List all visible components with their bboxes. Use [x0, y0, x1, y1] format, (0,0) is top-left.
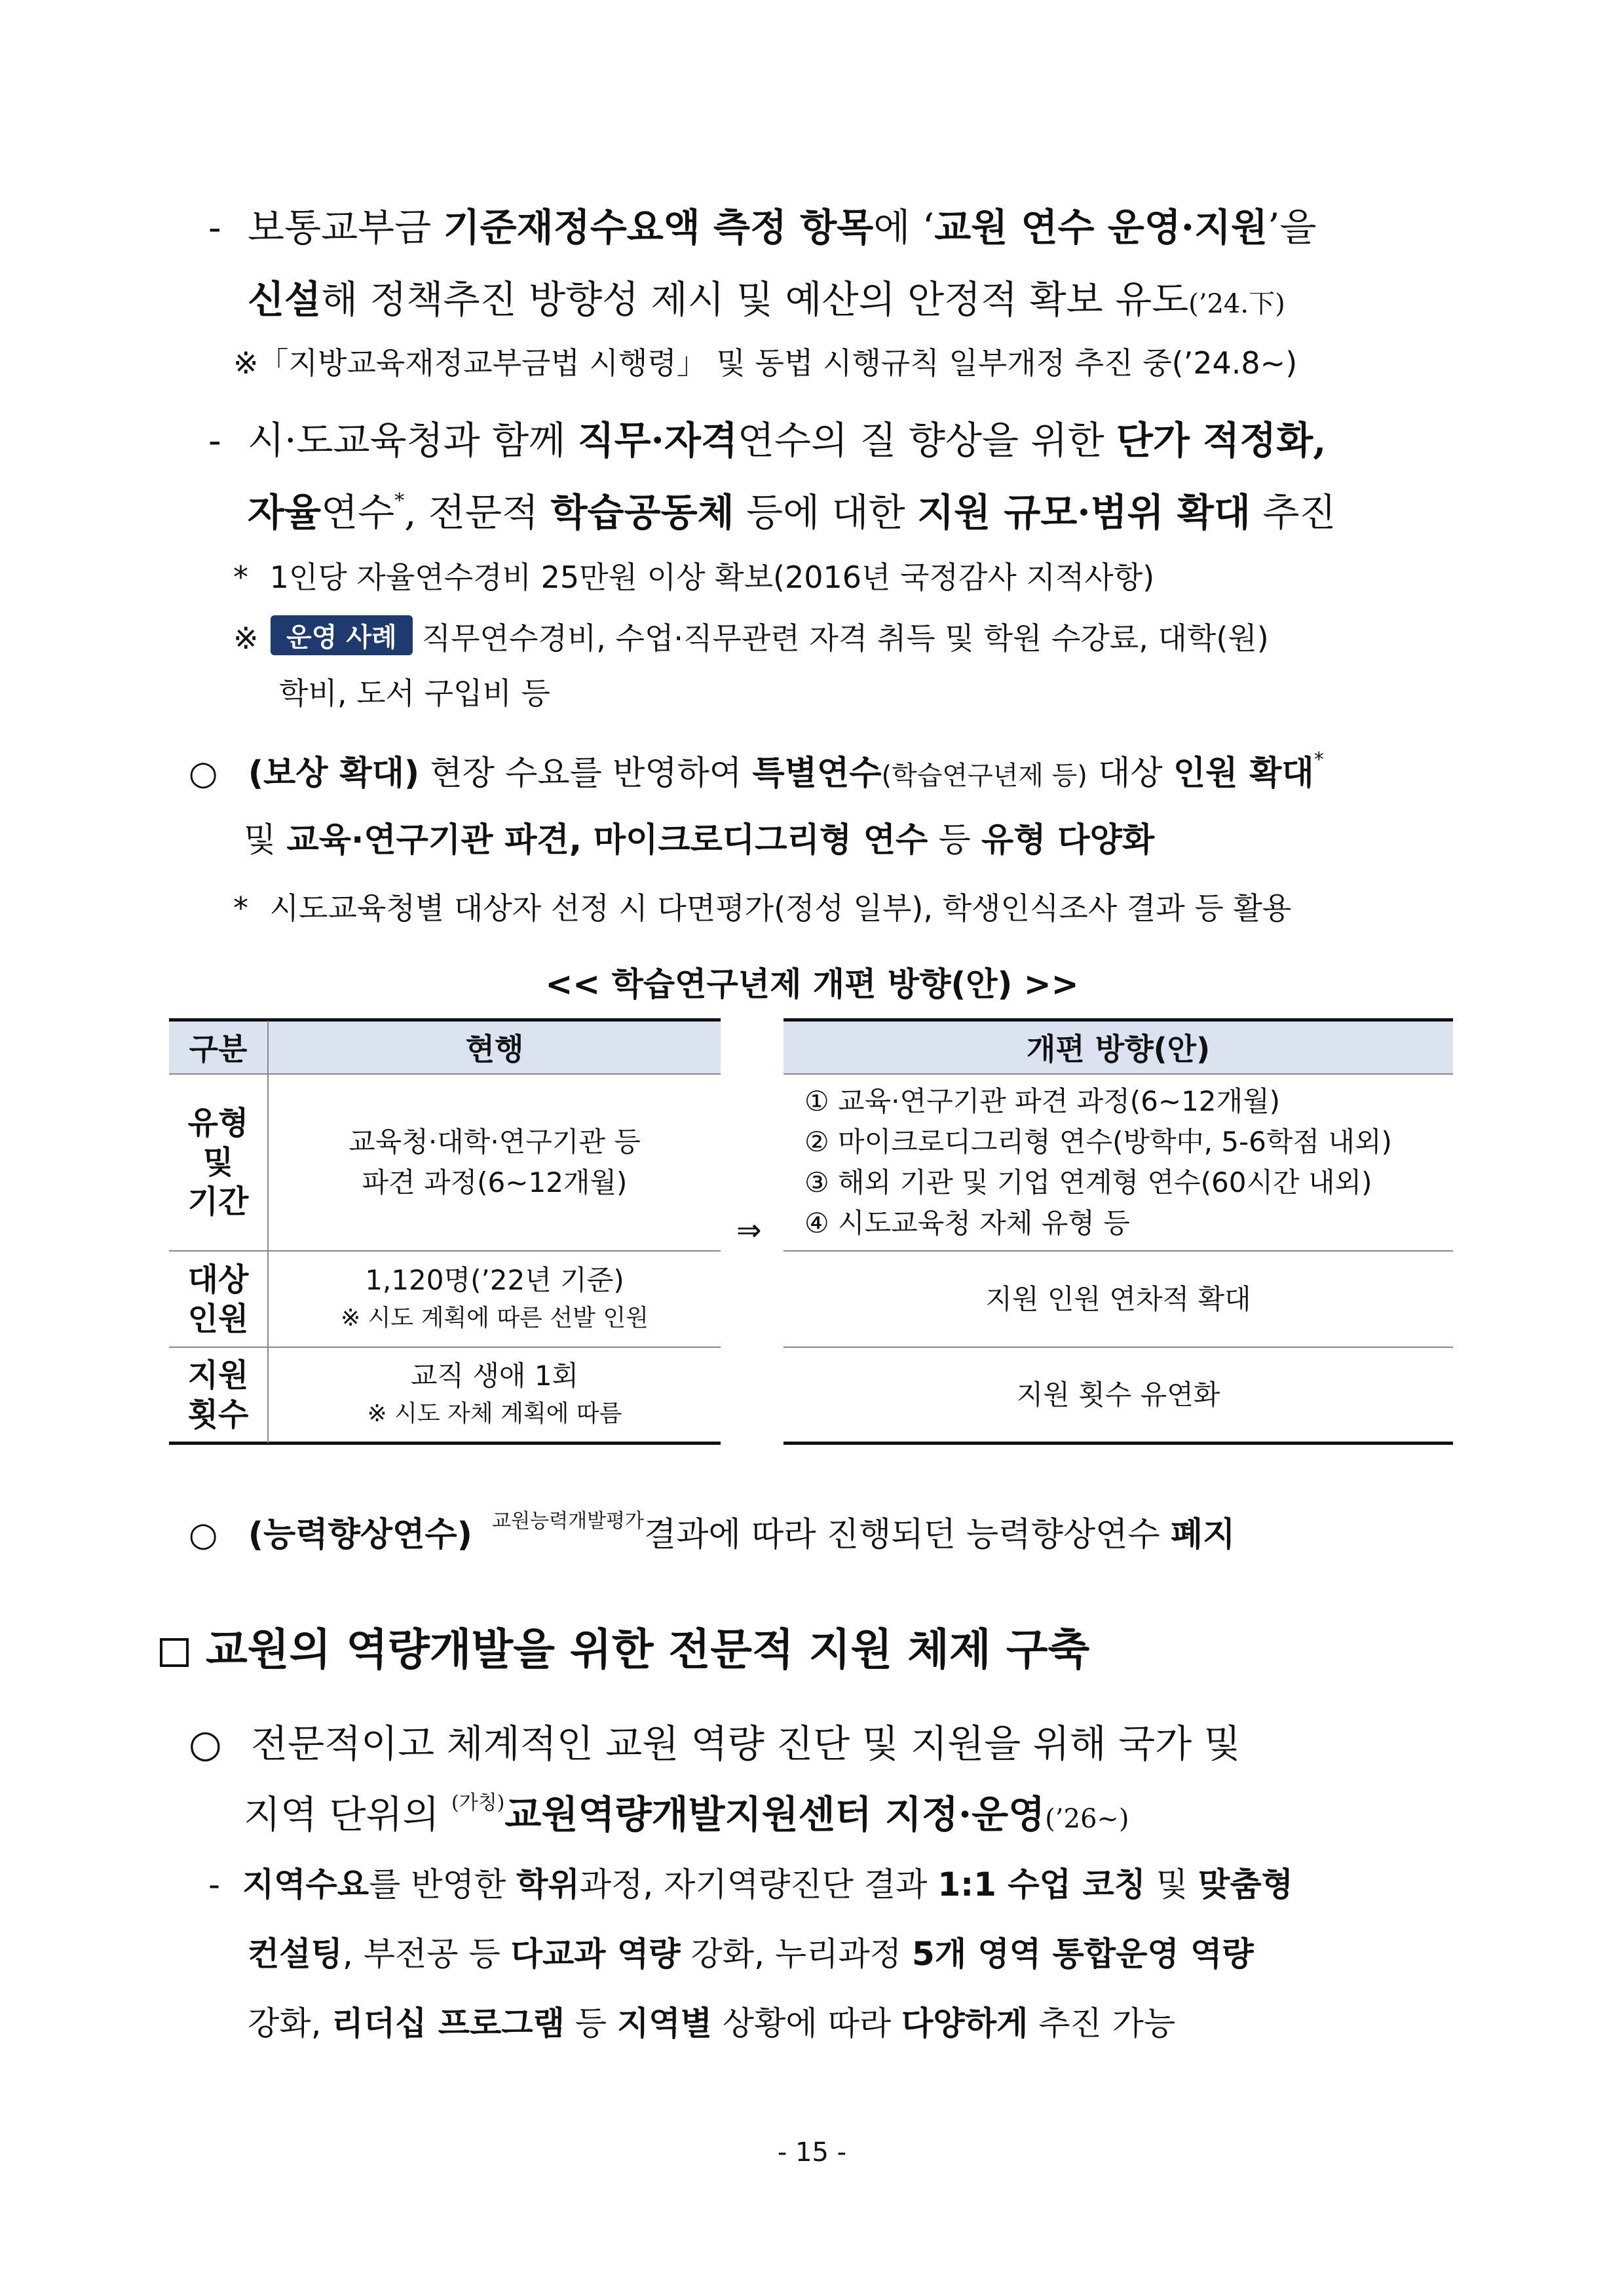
reference-mark: ※	[233, 621, 259, 656]
bold-span: 유형 다양화	[981, 821, 1155, 860]
note-text: 「지방교육재정교부금법 시행령」 및 동법 시행규칙 일부개정 추진 중(’24.8~)	[258, 345, 1298, 381]
page-number: - 15 -	[777, 2137, 847, 2168]
dash-marker: -	[208, 418, 221, 463]
text-span: 추진	[1250, 490, 1336, 535]
footnote-mark: *	[394, 489, 405, 512]
case-note-line1	[233, 615, 1269, 658]
law-revision-note	[233, 339, 1297, 383]
text-span: 전문적이고 체계적인 교원 역량 진단 및 지원을 위해 국가 및	[251, 1721, 1241, 1766]
bold-span: 인원 확대	[1173, 754, 1314, 793]
circle-bullet: ○	[189, 1516, 218, 1554]
cell-text: 교직 생애 1회	[410, 1359, 579, 1392]
table-cell-current	[269, 1252, 721, 1347]
table-top-rule	[784, 1018, 1453, 1022]
text-span: 및	[244, 821, 287, 860]
row-head-text: 인원	[187, 1300, 249, 1337]
header-category: 구분	[169, 1021, 267, 1073]
row-head-text: 및	[202, 1144, 234, 1181]
table-top-rule	[169, 1018, 721, 1022]
bold-span: 교원역량개발지원센터 지정·운영	[504, 1792, 1046, 1837]
heading-text: 교원의 역량개발을 위한 전문적 지원 체제 구축	[206, 1624, 1090, 1675]
cell-note: ※ 시도 계획에 따른 선발 인원	[341, 1304, 649, 1331]
cell-text: 1,120명(’22년 기준)	[365, 1263, 624, 1296]
text-span: 및	[1145, 1866, 1199, 1904]
footnote-mark: *	[1313, 748, 1324, 771]
header-proposed: 개편 방향(안)	[784, 1021, 1453, 1073]
regional-para-line3	[248, 1997, 1175, 2044]
row-head-text: 기간	[187, 1183, 249, 1220]
row-head-text: 지원	[187, 1356, 249, 1394]
center-para-line1	[189, 1713, 1241, 1768]
row-head-text: 횟수	[187, 1396, 249, 1433]
reward-para-line2	[244, 813, 1154, 861]
bold-span: 특별연수	[752, 754, 882, 793]
bold-span: 교육·연구기관 파견, 마이크로디그리형 연수	[286, 821, 928, 860]
text-span: , 부전공 등	[342, 1935, 511, 1973]
footnote-mark: *	[233, 560, 248, 595]
bold-span: 자율	[248, 490, 322, 535]
dash-marker: -	[208, 205, 221, 250]
training-quality-para-line2	[248, 482, 1336, 537]
bold-span: (보상 확대)	[248, 754, 420, 793]
text-span: , 전문적	[404, 490, 551, 535]
bold-span: 단가 적정화,	[1116, 418, 1327, 463]
cell-text: ② 마이크로디그리형 연수(방학中, 5-6학점 내외)	[804, 1126, 1392, 1158]
right-arrow-icon: ⇒	[736, 1212, 762, 1248]
case-badge: 운영 사례	[271, 615, 413, 655]
bold-span: 1:1 수업 코칭	[937, 1866, 1146, 1904]
text-span: 지역 단위의	[244, 1792, 452, 1837]
budget-item-para-line2	[248, 269, 1285, 324]
circle-bullet: ○	[189, 1721, 222, 1766]
regional-para-line2	[248, 1928, 1254, 1975]
bold-span: 직무·자격	[577, 418, 738, 463]
bold-span: 컨설팅	[248, 1935, 343, 1973]
center-para-line2	[244, 1784, 1129, 1839]
superscript-note: (가칭)	[451, 1791, 505, 1814]
date-note: (’24.下)	[1188, 289, 1285, 319]
table-row-head	[169, 1252, 267, 1347]
footnote-mark: *	[233, 890, 248, 926]
table-title: << 학습연구년제 개편 방향(안) >>	[545, 965, 1079, 1003]
cell-text: 파견 과정(6~12개월)	[362, 1166, 628, 1198]
reference-mark: ※	[233, 345, 259, 381]
text-span: 를 반영한	[369, 1866, 517, 1904]
bold-span: 맞춤형	[1198, 1866, 1293, 1904]
bold-span: 학위	[516, 1866, 580, 1904]
header-current: 현행	[269, 1021, 721, 1073]
text-span: 강화,	[248, 2004, 332, 2042]
cell-text: 지원 횟수 유연화	[1016, 1378, 1220, 1411]
table-cell-proposed	[804, 1075, 1453, 1250]
note-text: 학비, 도서 구입비 등	[279, 676, 550, 711]
table-bottom-rule	[784, 1442, 1453, 1445]
table-cell-current	[269, 1075, 721, 1250]
training-quality-para-line1	[208, 410, 1326, 465]
competency-training-para	[189, 1504, 1235, 1556]
circle-bullet: ○	[189, 754, 218, 793]
table-cell-current	[269, 1348, 721, 1442]
bold-span: 리더십 프로그램	[331, 2004, 565, 2042]
text-span: 과정, 자기역량진단 결과	[579, 1866, 938, 1904]
text-span: 보통교부금	[248, 205, 444, 250]
text-span: 시·도교육청과 함께	[248, 418, 578, 463]
text-span: 강화, 누리과정	[680, 1935, 912, 1973]
bold-span: 교원 연수 운영·지원	[934, 205, 1268, 250]
table-row-head	[169, 1348, 267, 1442]
cell-text: ③ 해외 기관 및 기업 연계형 연수(60시간 내외)	[804, 1166, 1372, 1198]
paren-note: (학습연구년제 등)	[881, 761, 1087, 791]
text-span: 등에 대한	[734, 490, 918, 535]
regional-para-line1	[208, 1858, 1293, 1905]
reward-para-line1	[189, 746, 1324, 794]
text-span: 연수의 질 향상을 위한	[737, 418, 1116, 463]
cell-note: ※ 시도 자체 계획에 따름	[367, 1400, 622, 1427]
dash-marker: -	[208, 1866, 221, 1904]
cell-text: ① 교육·연구기관 파견 과정(6~12개월)	[804, 1085, 1281, 1117]
table-cell-proposed	[784, 1252, 1453, 1347]
bold-span: 지원 규모·범위 확대	[917, 490, 1251, 535]
note-text: 1인당 자율연수경비 25만원 이상 확보(2016년 국정감사 지적사항)	[269, 560, 1155, 595]
bold-span: 다교과 역량	[510, 1935, 681, 1973]
text-span: 결과에 따라 진행되던 능력향상연수	[644, 1516, 1171, 1554]
text-span: 등	[928, 821, 981, 860]
text-span: 해 정책추진 방향성 제시 및 예산의 안정적 확보 유도	[321, 277, 1189, 322]
table-row-head	[169, 1075, 267, 1250]
bold-span: 다양하게	[901, 2004, 1029, 2042]
bold-span: (능력향상연수)	[248, 1516, 472, 1554]
text-span: 상황에 따라	[711, 2004, 902, 2042]
text-span: 등	[564, 2004, 617, 2042]
budget-item-para-line1	[208, 197, 1317, 252]
bold-span: 지역수요	[242, 1866, 369, 1904]
note-text: 시도교육청별 대상자 선정 시 다면평가(정성 일부), 학생인식조사 결과 등 활용	[269, 890, 1292, 926]
bold-span: 5개 영역 통합운영 역량	[911, 1935, 1254, 1973]
bold-span: 기준재정수요액 측정 항목	[443, 205, 874, 250]
row-head-text: 유형	[187, 1105, 249, 1141]
table-bottom-rule	[169, 1442, 721, 1445]
text-span: ’을	[1268, 205, 1317, 250]
note-text: 직무연수경비, 수업·직무관련 자격 취득 및 학원 수강료, 대학(원)	[421, 621, 1269, 656]
text-span: 현장 수요를 반영하여	[419, 754, 753, 793]
bold-span: 신설	[248, 277, 322, 322]
table-cell-proposed	[784, 1348, 1453, 1442]
cell-text: 지원 인원 연차적 확대	[985, 1282, 1251, 1315]
case-note-line2	[279, 670, 550, 713]
bold-span: 학습공동체	[550, 490, 734, 535]
bold-span: 지역별	[617, 2004, 712, 2042]
text-span: 연수	[321, 490, 395, 535]
text-span: 에 ‘	[873, 205, 935, 250]
square-bullet-icon	[160, 1638, 189, 1667]
selection-footnote	[233, 885, 1291, 928]
date-note: (’26~)	[1045, 1804, 1129, 1834]
superscript-note: 교원능력개발평가	[492, 1510, 645, 1533]
section-heading	[160, 1615, 1089, 1677]
bold-span: 폐지	[1170, 1516, 1236, 1554]
text-span: 대상	[1087, 754, 1173, 793]
text-span: 추진 가능	[1028, 2004, 1176, 2042]
cell-text: ④ 시도교육청 자체 유형 등	[804, 1207, 1130, 1239]
cell-text: 교육청·대학·연구기관 등	[349, 1126, 641, 1158]
row-head-text: 대상	[187, 1261, 249, 1298]
self-training-footnote	[233, 554, 1154, 597]
